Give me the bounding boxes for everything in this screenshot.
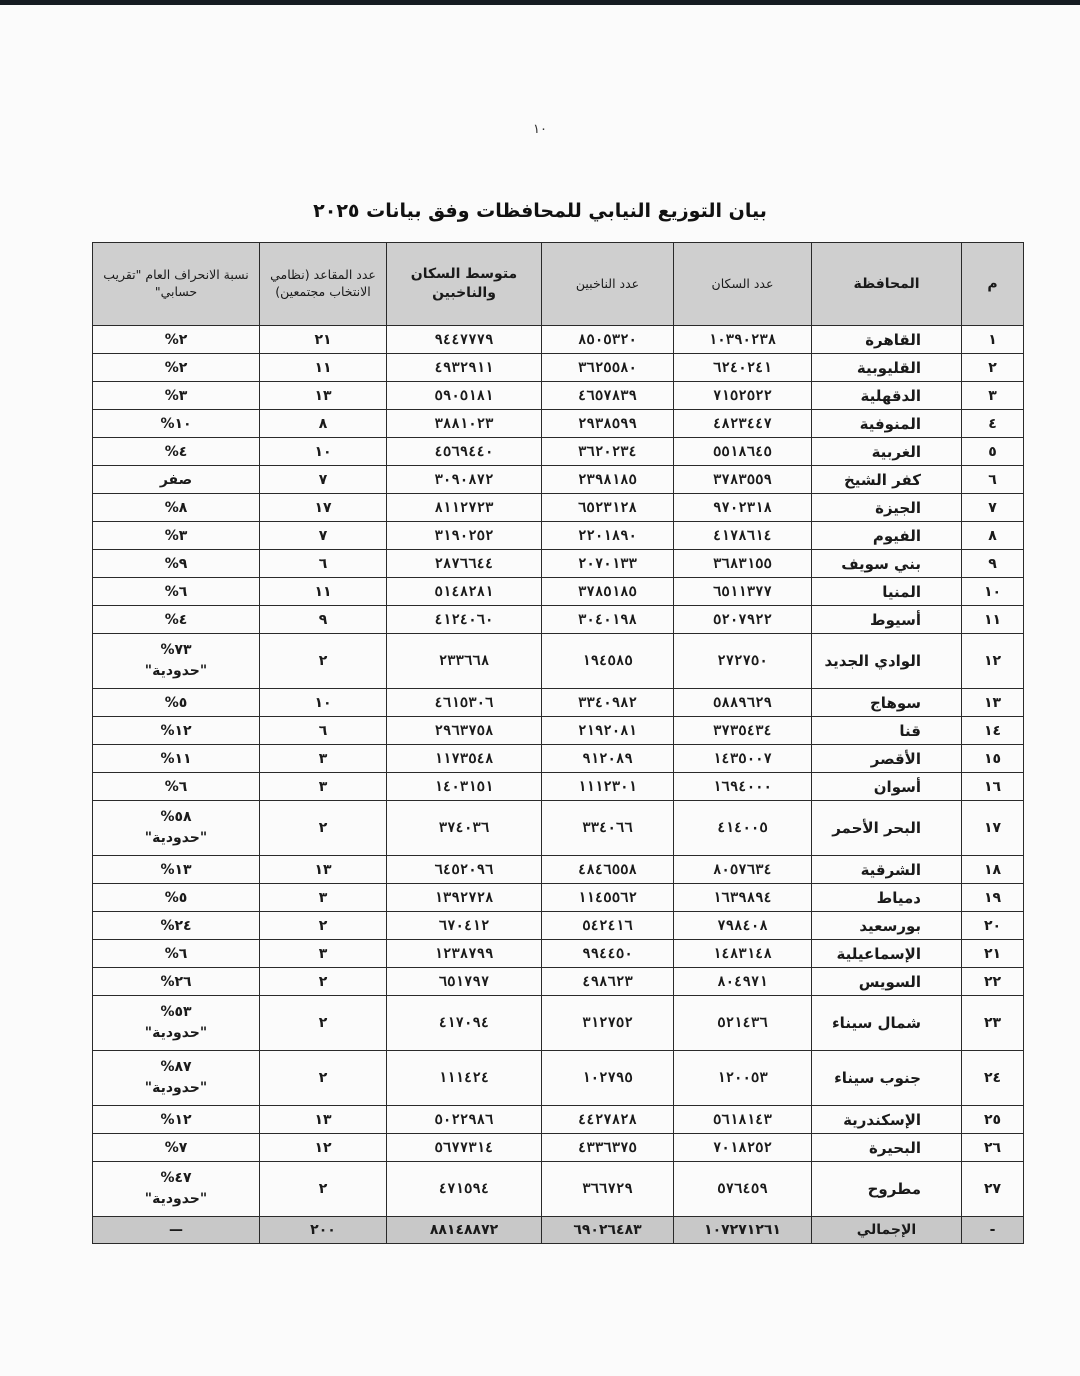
deviation-value: ٤٧%	[160, 1170, 192, 1186]
row-average: ٥٩٠٥١٨١	[387, 382, 542, 410]
table-row	[93, 494, 1024, 522]
row-governorate: كفر الشيخ	[812, 466, 962, 494]
row-average: ٣٨٨١٠٢٣	[387, 410, 542, 438]
total-population: ١٠٧٢٧١٢٦١	[674, 1217, 812, 1244]
table-row	[93, 940, 1024, 968]
row-governorate: الدقهلية	[812, 382, 962, 410]
row-voters: ١١١٢٣٠١	[542, 773, 674, 801]
table-row	[93, 550, 1024, 578]
row-governorate: مطروح	[812, 1162, 962, 1217]
row-average: ٣٠٩٠٨٧٢	[387, 466, 542, 494]
row-seats: ٣	[260, 940, 387, 968]
table-row	[93, 1162, 1024, 1217]
row-voters: ٢٢٠١٨٩٠	[542, 522, 674, 550]
row-average: ٦٤٥٢٠٩٦	[387, 856, 542, 884]
table-row	[93, 773, 1024, 801]
row-voters: ٩١٢٠٨٩	[542, 745, 674, 773]
row-deviation: ٨%	[93, 494, 260, 522]
row-average: ٥١٤٨٢٨١	[387, 578, 542, 606]
row-voters: ٤٨٤٦٥٥٨	[542, 856, 674, 884]
row-governorate: دمياط	[812, 884, 962, 912]
row-voters: ٢٠٧٠١٣٣	[542, 550, 674, 578]
row-governorate: الأقصر	[812, 745, 962, 773]
row-voters: ٦٥٢٣١٢٨	[542, 494, 674, 522]
row-voters: ٣٧٨٥١٨٥	[542, 578, 674, 606]
row-seats: ١٠	[260, 438, 387, 466]
table-row	[93, 522, 1024, 550]
row-population: ٧٩٨٤٠٨	[674, 912, 812, 940]
row-average: ٦٥١٧٩٧	[387, 968, 542, 996]
header-voters: عدد الناخبين	[542, 243, 674, 326]
row-average: ٦٧٠٤١٢	[387, 912, 542, 940]
row-voters: ٣٦٦٧٢٩	[542, 1162, 674, 1217]
row-deviation: ٧%	[93, 1134, 260, 1162]
row-average: ٢٨٧٦٦٤٤	[387, 550, 542, 578]
row-seats: ١١	[260, 578, 387, 606]
row-deviation: ٤%	[93, 606, 260, 634]
row-index: ١٠	[962, 578, 1024, 606]
row-deviation	[93, 801, 260, 856]
row-index: ١	[962, 326, 1024, 354]
row-seats: ٨	[260, 410, 387, 438]
row-voters: ٤٣٣٦٣٧٥	[542, 1134, 674, 1162]
header-deviation: نسبة الانحراف العام "تقريب حسابي"	[93, 243, 260, 326]
row-population: ٥٧٦٤٥٩	[674, 1162, 812, 1217]
parliamentary-distribution-table	[92, 242, 1024, 1244]
row-voters: ٥٤٢٤١٦	[542, 912, 674, 940]
row-index: ١١	[962, 606, 1024, 634]
row-seats: ٧	[260, 466, 387, 494]
row-index: ٣	[962, 382, 1024, 410]
row-voters: ٣٦٢٥٥٨٠	[542, 354, 674, 382]
row-governorate: القليوبية	[812, 354, 962, 382]
row-population: ٦٢٤٠٢٤١	[674, 354, 812, 382]
table-row	[93, 1106, 1024, 1134]
row-index: ٧	[962, 494, 1024, 522]
row-average: ١٣٩٢٧٢٨	[387, 884, 542, 912]
row-voters: ١٠٢٧٩٥	[542, 1051, 674, 1106]
row-population: ١٦٣٩٨٩٤	[674, 884, 812, 912]
row-governorate: الفيوم	[812, 522, 962, 550]
total-label: الإجمالي	[812, 1217, 962, 1244]
row-population: ٣٧٨٣٥٥٩	[674, 466, 812, 494]
table-row	[93, 466, 1024, 494]
row-governorate: الشرقية	[812, 856, 962, 884]
row-index: ٦	[962, 466, 1024, 494]
row-index: ٢٢	[962, 968, 1024, 996]
total-voters: ٦٩٠٢٦٤٨٣	[542, 1217, 674, 1244]
row-population: ٥٢١٤٣٦	[674, 996, 812, 1051]
row-population: ١٤٣٥٠٠٧	[674, 745, 812, 773]
row-average: ٤١٢٤٠٦٠	[387, 606, 542, 634]
row-governorate: بورسعيد	[812, 912, 962, 940]
row-voters: ٣١٢٧٥٢	[542, 996, 674, 1051]
row-voters: ٣٠٤٠١٩٨	[542, 606, 674, 634]
row-deviation: ٣%	[93, 382, 260, 410]
table-row	[93, 438, 1024, 466]
row-voters: ٢١٩٢٠٨١	[542, 717, 674, 745]
row-governorate: الجيزة	[812, 494, 962, 522]
table-row	[93, 856, 1024, 884]
row-index: ١٢	[962, 634, 1024, 689]
row-governorate: المنوفية	[812, 410, 962, 438]
border-note: "حدودية"	[144, 1191, 208, 1207]
row-average: ١٢٣٨٧٩٩	[387, 940, 542, 968]
row-average: ٨١١٢٧٢٣	[387, 494, 542, 522]
row-seats: ٢	[260, 1051, 387, 1106]
row-voters: ٣٣٤٠٦٦	[542, 801, 674, 856]
row-seats: ١٠	[260, 689, 387, 717]
border-note: "حدودية"	[144, 830, 208, 846]
table-row	[93, 968, 1024, 996]
header-governorate: المحافظة	[812, 243, 962, 326]
deviation-value: ٧٣%	[160, 642, 192, 658]
row-population: ٨٠٤٩٧١	[674, 968, 812, 996]
row-deviation: ٢٦%	[93, 968, 260, 996]
total-average: ٨٨١٤٨٨٧٢	[387, 1217, 542, 1244]
row-population: ١٤٨٣١٤٨	[674, 940, 812, 968]
row-governorate: قنا	[812, 717, 962, 745]
row-population: ١٢٠٠٥٣	[674, 1051, 812, 1106]
row-index: ٤	[962, 410, 1024, 438]
row-deviation: ٢٤%	[93, 912, 260, 940]
table-row	[93, 801, 1024, 856]
border-note: "حدودية"	[144, 1025, 208, 1041]
table-row	[93, 996, 1024, 1051]
total-deviation: —	[93, 1217, 260, 1244]
table-row	[93, 689, 1024, 717]
row-seats: ٩	[260, 606, 387, 634]
row-governorate: أسيوط	[812, 606, 962, 634]
row-deviation: ٦%	[93, 773, 260, 801]
page-number: ١٠	[533, 122, 547, 137]
row-voters: ٤٩٨٦٢٣	[542, 968, 674, 996]
row-average: ١١١٤٢٤	[387, 1051, 542, 1106]
row-deviation: ٢%	[93, 354, 260, 382]
row-deviation: ٣%	[93, 522, 260, 550]
header-seats: عدد المقاعد (نظامي الانتخاب مجتمعين)	[260, 243, 387, 326]
row-average: ٢٩٦٣٧٥٨	[387, 717, 542, 745]
row-average: ٣١٩٠٢٥٢	[387, 522, 542, 550]
row-population: ٥٨٨٩٦٢٩	[674, 689, 812, 717]
row-voters: ٩٩٤٤٥٠	[542, 940, 674, 968]
header-index: م	[962, 243, 1024, 326]
document-title: بيان التوزيع النيابي للمحافظات وفق بيانات ٢٠٢٥	[313, 200, 767, 222]
row-governorate: القاهرة	[812, 326, 962, 354]
row-index: ٢٤	[962, 1051, 1024, 1106]
row-index: ٢١	[962, 940, 1024, 968]
row-governorate: أسوان	[812, 773, 962, 801]
row-deviation	[93, 634, 260, 689]
table-row	[93, 1051, 1024, 1106]
row-seats: ٢	[260, 1162, 387, 1217]
table-row	[93, 1134, 1024, 1162]
row-average: ١٤٠٣١٥١	[387, 773, 542, 801]
row-seats: ٦	[260, 717, 387, 745]
row-voters: ١٩٤٥٨٥	[542, 634, 674, 689]
row-seats: ٢	[260, 801, 387, 856]
row-governorate: البحيرة	[812, 1134, 962, 1162]
row-seats: ٢	[260, 968, 387, 996]
row-population: ١٠٣٩٠٢٣٨	[674, 326, 812, 354]
total-index: -	[962, 1217, 1024, 1244]
row-index: ٥	[962, 438, 1024, 466]
row-governorate: الإسماعيلية	[812, 940, 962, 968]
row-population: ٤١٤٠٠٥	[674, 801, 812, 856]
row-voters: ٣٣٤٠٩٨٢	[542, 689, 674, 717]
row-index: ٢٠	[962, 912, 1024, 940]
row-governorate: سوهاج	[812, 689, 962, 717]
row-average: ٥٦٧٧٣١٤	[387, 1134, 542, 1162]
row-index: ٩	[962, 550, 1024, 578]
row-index: ١٧	[962, 801, 1024, 856]
row-index: ١٤	[962, 717, 1024, 745]
row-population: ٧٠١٨٢٥٢	[674, 1134, 812, 1162]
row-seats: ١٣	[260, 382, 387, 410]
row-population: ٤٨٢٣٤٤٧	[674, 410, 812, 438]
row-deviation: ١١%	[93, 745, 260, 773]
row-index: ٢	[962, 354, 1024, 382]
row-index: ٢٥	[962, 1106, 1024, 1134]
row-index: ١٩	[962, 884, 1024, 912]
header-average: متوسط السكان والناخبين	[387, 243, 542, 326]
row-seats: ٦	[260, 550, 387, 578]
row-deviation: ١٢%	[93, 717, 260, 745]
row-deviation: ١٢%	[93, 1106, 260, 1134]
row-seats: ١٣	[260, 856, 387, 884]
row-index: ١٨	[962, 856, 1024, 884]
row-index: ١٥	[962, 745, 1024, 773]
table-row	[93, 578, 1024, 606]
row-seats: ٢	[260, 996, 387, 1051]
deviation-value: ٥٣%	[160, 1004, 192, 1020]
row-seats: ١٧	[260, 494, 387, 522]
row-deviation	[93, 996, 260, 1051]
row-deviation: ٢%	[93, 326, 260, 354]
row-population: ٣٦٨٣١٥٥	[674, 550, 812, 578]
row-index: ٢٦	[962, 1134, 1024, 1162]
row-deviation	[93, 1051, 260, 1106]
table-row	[93, 606, 1024, 634]
row-deviation: ١٣%	[93, 856, 260, 884]
row-population: ٥٢٠٧٩٢٢	[674, 606, 812, 634]
row-population: ١٦٩٤٠٠٠	[674, 773, 812, 801]
row-average: ١١٧٣٥٤٨	[387, 745, 542, 773]
row-voters: ٨٥٠٥٣٢٠	[542, 326, 674, 354]
row-index: ٢٣	[962, 996, 1024, 1051]
row-index: ١٣	[962, 689, 1024, 717]
row-average: ٤٧١٥٩٤	[387, 1162, 542, 1217]
row-voters: ٢٩٣٨٥٩٩	[542, 410, 674, 438]
row-index: ٨	[962, 522, 1024, 550]
table-row	[93, 354, 1024, 382]
row-governorate: بني سويف	[812, 550, 962, 578]
total-seats: ٢٠٠	[260, 1217, 387, 1244]
table-row	[93, 326, 1024, 354]
row-voters: ٣٦٢٠٢٣٤	[542, 438, 674, 466]
row-average: ٤١٧٠٩٤	[387, 996, 542, 1051]
row-population: ٥٦١٨١٤٣	[674, 1106, 812, 1134]
row-average: ٤٩٣٢٩١١	[387, 354, 542, 382]
row-governorate: الغربية	[812, 438, 962, 466]
row-population: ٥٥١٨٦٤٥	[674, 438, 812, 466]
row-average: ٩٤٤٧٧٧٩	[387, 326, 542, 354]
table-row	[93, 634, 1024, 689]
row-population: ٣٧٣٥٤٣٤	[674, 717, 812, 745]
row-seats: ١٣	[260, 1106, 387, 1134]
deviation-value: ٥٨%	[160, 809, 192, 825]
row-voters: ٤٤٢٧٨٢٨	[542, 1106, 674, 1134]
deviation-value: ٨٧%	[160, 1059, 192, 1075]
row-deviation: ٥%	[93, 884, 260, 912]
table-row	[93, 884, 1024, 912]
total-row	[93, 1217, 1024, 1244]
row-seats: ٣	[260, 884, 387, 912]
row-seats: ٢١	[260, 326, 387, 354]
row-deviation: ٤%	[93, 438, 260, 466]
row-population: ٧١٥٢٥٢٢	[674, 382, 812, 410]
row-deviation: صفر	[93, 466, 260, 494]
row-seats: ٢	[260, 634, 387, 689]
row-seats: ١٢	[260, 1134, 387, 1162]
row-population: ٢٧٢٧٥٠	[674, 634, 812, 689]
row-seats: ٣	[260, 773, 387, 801]
row-governorate: الوادي الجديد	[812, 634, 962, 689]
row-average: ٤٦١٥٣٠٦	[387, 689, 542, 717]
row-deviation: ٥%	[93, 689, 260, 717]
header-population: عدد السكان	[674, 243, 812, 326]
row-governorate: البحر الأحمر	[812, 801, 962, 856]
row-population: ٤١٧٨٦١٤	[674, 522, 812, 550]
row-seats: ٢	[260, 912, 387, 940]
row-seats: ١١	[260, 354, 387, 382]
row-deviation: ١٠%	[93, 410, 260, 438]
table-row	[93, 410, 1024, 438]
table-row	[93, 745, 1024, 773]
row-average: ٢٣٣٦٦٨	[387, 634, 542, 689]
row-average: ٥٠٢٢٩٨٦	[387, 1106, 542, 1134]
table-header-row	[93, 243, 1024, 326]
border-note: "حدودية"	[144, 663, 208, 679]
row-average: ٣٧٤٠٣٦	[387, 801, 542, 856]
row-seats: ٣	[260, 745, 387, 773]
row-deviation: ٦%	[93, 940, 260, 968]
table-row	[93, 717, 1024, 745]
row-deviation: ٦%	[93, 578, 260, 606]
row-governorate: السويس	[812, 968, 962, 996]
table-row	[93, 382, 1024, 410]
table-row	[93, 912, 1024, 940]
row-population: ٩٧٠٢٣١٨	[674, 494, 812, 522]
row-deviation	[93, 1162, 260, 1217]
table-body	[93, 326, 1024, 1217]
row-voters: ٤٦٥٧٨٣٩	[542, 382, 674, 410]
row-index: ١٦	[962, 773, 1024, 801]
row-index: ٢٧	[962, 1162, 1024, 1217]
row-governorate: الإسكندرية	[812, 1106, 962, 1134]
row-seats: ٧	[260, 522, 387, 550]
row-voters: ٢٣٩٨١٨٥	[542, 466, 674, 494]
row-population: ٨٠٥٧٦٣٤	[674, 856, 812, 884]
top-window-bar	[0, 0, 1080, 5]
row-average: ٤٥٦٩٤٤٠	[387, 438, 542, 466]
row-governorate: شمال سيناء	[812, 996, 962, 1051]
row-deviation: ٩%	[93, 550, 260, 578]
row-governorate: جنوب سيناء	[812, 1051, 962, 1106]
row-population: ٦٥١١٣٧٧	[674, 578, 812, 606]
border-note: "حدودية"	[144, 1080, 208, 1096]
row-governorate: المنيا	[812, 578, 962, 606]
row-voters: ١١٤٥٥٦٢	[542, 884, 674, 912]
